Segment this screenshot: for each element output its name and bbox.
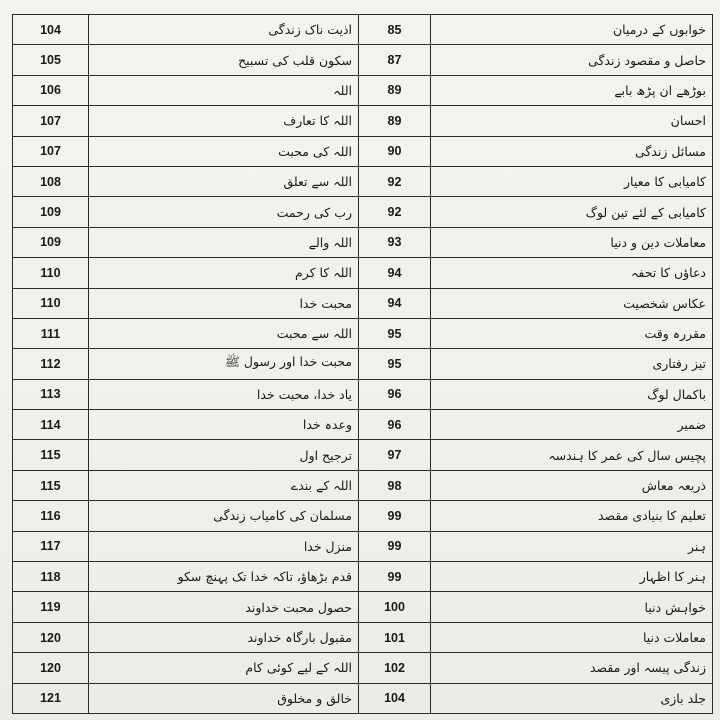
entry-title-right: ضمیر [431, 410, 713, 440]
entry-title-left: اللہ والے [89, 227, 359, 257]
page-number-left: 115 [13, 470, 89, 500]
entry-title-right: احسان [431, 106, 713, 136]
toc-row [13, 45, 713, 75]
entry-title-left: اللہ سے تعلق [89, 166, 359, 196]
page-number-right: 102 [359, 653, 431, 683]
entry-title-left: وعدہ خدا [89, 410, 359, 440]
page-number-left: 114 [13, 410, 89, 440]
entry-title-right: کامیابی کے لئے تین لوگ [431, 197, 713, 227]
toc-row [13, 592, 713, 622]
entry-title-right: پچیس سال کی عمر کا ہندسہ [431, 440, 713, 470]
toc-body [13, 15, 713, 714]
entry-title-left: ترجیح اول [89, 440, 359, 470]
entry-title-right: مقررہ وقت [431, 318, 713, 348]
page-number-left: 115 [13, 440, 89, 470]
toc-row [13, 653, 713, 683]
entry-title-right: ہنر [431, 531, 713, 561]
page-number-right: 101 [359, 622, 431, 652]
entry-title-left: اللہ کے بندے [89, 470, 359, 500]
entry-title-left: رب کی رحمت [89, 197, 359, 227]
page-number-right: 92 [359, 166, 431, 196]
page-number-right: 95 [359, 349, 431, 379]
entry-title-right: ذریعہ معاش [431, 470, 713, 500]
toc-row [13, 227, 713, 257]
toc-row [13, 440, 713, 470]
entry-title-left: مقبول بارگاہ خداوند [89, 622, 359, 652]
page-number-left: 105 [13, 45, 89, 75]
entry-title-right: تعلیم کا بنیادی مقصد [431, 501, 713, 531]
page-number-right: 87 [359, 45, 431, 75]
toc-row [13, 683, 713, 713]
page-number-right: 99 [359, 562, 431, 592]
page-number-left: 110 [13, 288, 89, 318]
page-number-right: 95 [359, 318, 431, 348]
page-number-right: 99 [359, 501, 431, 531]
page-number-left: 113 [13, 379, 89, 409]
entry-title-right: زندگی پیسہ اور مقصد [431, 653, 713, 683]
entry-title-right: خواہش دنیا [431, 592, 713, 622]
toc-row [13, 106, 713, 136]
entry-title-right: خوابوں کے درمیان [431, 15, 713, 45]
entry-title-left: اللہ کا تعارف [89, 106, 359, 136]
entry-title-left: قدم بڑھاؤ، تاکہ خدا تک پہنچ سکو [89, 562, 359, 592]
entry-title-right: عکاس شخصیت [431, 288, 713, 318]
entry-title-left: محبت خدا [89, 288, 359, 318]
entry-title-left: اللہ کی محبت [89, 136, 359, 166]
page-number-left: 111 [13, 318, 89, 348]
table-of-contents [12, 14, 713, 714]
toc-row [13, 379, 713, 409]
page-number-left: 112 [13, 349, 89, 379]
page-number-left: 108 [13, 166, 89, 196]
entry-title-right: معاملات دنیا [431, 622, 713, 652]
entry-title-left: اللہ [89, 75, 359, 105]
page-number-left: 106 [13, 75, 89, 105]
toc-row [13, 562, 713, 592]
entry-title-left: مسلمان کی کامیاب زندگی [89, 501, 359, 531]
page-number-right: 96 [359, 410, 431, 440]
page-number-right: 104 [359, 683, 431, 713]
toc-row [13, 258, 713, 288]
entry-title-right: دعاؤں کا تحفہ [431, 258, 713, 288]
entry-title-left: اذیت ناک زندگی [89, 15, 359, 45]
entry-title-left: محبت خدا اور رسول ﷺ [89, 349, 359, 379]
page-number-left: 118 [13, 562, 89, 592]
page-number-right: 85 [359, 15, 431, 45]
page-number-left: 109 [13, 197, 89, 227]
page-number-left: 120 [13, 653, 89, 683]
toc-row [13, 75, 713, 105]
entry-title-left: منزل خدا [89, 531, 359, 561]
entry-title-left: حصول محبت خداوند [89, 592, 359, 622]
entry-title-right: حاصل و مقصود زندگی [431, 45, 713, 75]
entry-title-right: مسائل زندگی [431, 136, 713, 166]
page-number-left: 120 [13, 622, 89, 652]
page-number-left: 104 [13, 15, 89, 45]
toc-row [13, 622, 713, 652]
page-number-left: 107 [13, 136, 89, 166]
page-number-right: 89 [359, 75, 431, 105]
page-number-left: 117 [13, 531, 89, 561]
page-number-right: 94 [359, 258, 431, 288]
page-number-left: 107 [13, 106, 89, 136]
entry-title-left: اللہ کا کرم [89, 258, 359, 288]
page-number-left: 121 [13, 683, 89, 713]
page-number-right: 96 [359, 379, 431, 409]
page-number-left: 109 [13, 227, 89, 257]
entry-title-left: خالق و مخلوق [89, 683, 359, 713]
page-number-left: 116 [13, 501, 89, 531]
page-number-right: 97 [359, 440, 431, 470]
toc-row [13, 470, 713, 500]
page-number-right: 100 [359, 592, 431, 622]
page-number-right: 93 [359, 227, 431, 257]
page-number-right: 99 [359, 531, 431, 561]
entry-title-right: جلد بازی [431, 683, 713, 713]
entry-title-right: باکمال لوگ [431, 379, 713, 409]
entry-title-left: اللہ کے لیے کوئی کام [89, 653, 359, 683]
entry-title-left: سکون قلب کی تسبیح [89, 45, 359, 75]
toc-row [13, 136, 713, 166]
toc-row [13, 531, 713, 561]
toc-row [13, 318, 713, 348]
toc-row [13, 501, 713, 531]
entry-title-left: یاد خدا، محبت خدا [89, 379, 359, 409]
toc-row [13, 288, 713, 318]
page-number-right: 98 [359, 470, 431, 500]
toc-row [13, 166, 713, 196]
page-number-left: 110 [13, 258, 89, 288]
page-number-right: 89 [359, 106, 431, 136]
entry-title-right: کامیابی کا معیار [431, 166, 713, 196]
entry-title-right: تیز رفتاری [431, 349, 713, 379]
page-number-right: 90 [359, 136, 431, 166]
toc-row [13, 349, 713, 379]
page-number-right: 94 [359, 288, 431, 318]
toc-row [13, 15, 713, 45]
entry-title-right: معاملات دین و دنیا [431, 227, 713, 257]
entry-title-left: اللہ سے محبت [89, 318, 359, 348]
toc-row [13, 410, 713, 440]
entry-title-right: بوڑھے ان پڑھ بابے [431, 75, 713, 105]
page-number-left: 119 [13, 592, 89, 622]
toc-row [13, 197, 713, 227]
entry-title-right: ہنر کا اظہار [431, 562, 713, 592]
page-number-right: 92 [359, 197, 431, 227]
